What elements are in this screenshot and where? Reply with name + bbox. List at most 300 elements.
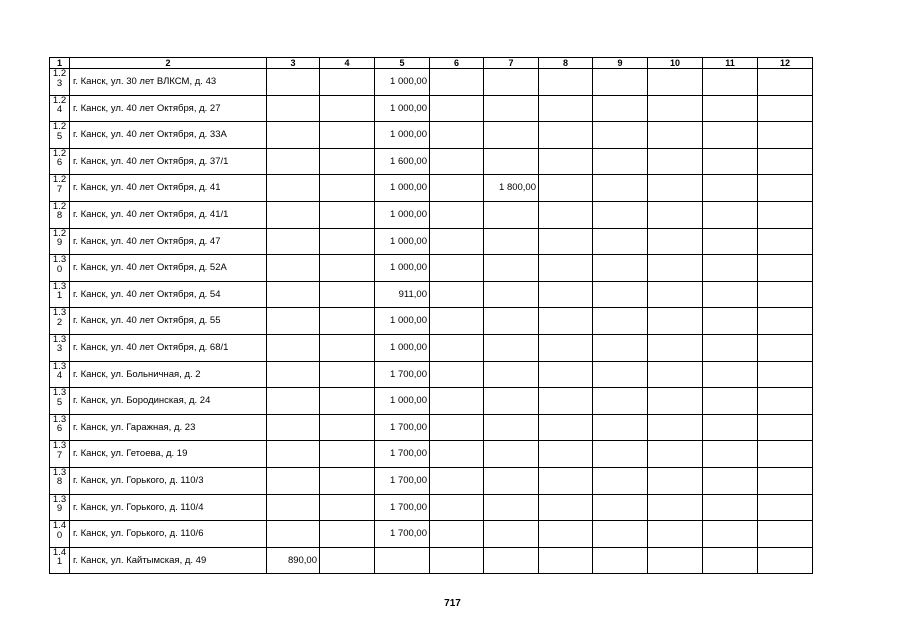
value-cell-col-9 [593, 388, 648, 415]
row-number-bottom: 9 [56, 237, 63, 249]
table-row [50, 228, 813, 255]
table-row [50, 334, 813, 361]
value-cell-col-10 [648, 547, 703, 574]
value-cell-col-4 [320, 69, 375, 96]
value-cell-col-9 [593, 494, 648, 521]
register-table [49, 57, 813, 574]
value-cell-col-3 [267, 441, 320, 468]
value-cell-col-4 [320, 467, 375, 494]
value-cell-col-11 [703, 281, 758, 308]
value-cell-col-12 [758, 175, 813, 202]
value-cell-col-5: 1 700,00 [375, 361, 430, 388]
value-cell-col-4 [320, 201, 375, 228]
value-cell-col-9 [593, 281, 648, 308]
value-cell-col-11 [703, 228, 758, 255]
value-cell-col-6 [430, 414, 484, 441]
value-cell-col-10 [648, 388, 703, 415]
value-cell-col-6 [430, 122, 484, 149]
value-cell-col-10 [648, 95, 703, 122]
value-cell-col-10 [648, 228, 703, 255]
table-row [50, 201, 813, 228]
row-number-top: 1.3 [52, 307, 67, 319]
row-number [50, 441, 70, 468]
value-cell-col-11 [703, 494, 758, 521]
value-cell-col-6 [430, 228, 484, 255]
value-cell-col-8 [539, 494, 593, 521]
row-number [50, 414, 70, 441]
value-cell-col-4 [320, 228, 375, 255]
table-row [50, 388, 813, 415]
row-number-top: 1.3 [52, 254, 67, 266]
table-row [50, 148, 813, 175]
value-cell-col-5: 1 600,00 [375, 148, 430, 175]
value-cell-col-9 [593, 414, 648, 441]
address-cell: г. Канск, ул. Горького, д. 110/6 [70, 521, 267, 548]
row-number-bottom: 5 [56, 130, 63, 142]
table-row [50, 414, 813, 441]
row-number [50, 69, 70, 96]
value-cell-col-3 [267, 95, 320, 122]
row-number-bottom: 3 [56, 343, 63, 355]
row-number-top: 1.3 [52, 467, 67, 478]
value-cell-col-10 [648, 148, 703, 175]
address-cell: г. Канск, ул. Гетоева, д. 19 [70, 441, 267, 468]
value-cell-col-7 [484, 361, 539, 388]
row-number [50, 521, 70, 548]
value-cell-col-6 [430, 361, 484, 388]
value-cell-col-3 [267, 281, 320, 308]
row-number-top: 1.2 [52, 68, 67, 79]
value-cell-col-4 [320, 494, 375, 521]
value-cell-col-8 [539, 334, 593, 361]
value-cell-col-11 [703, 521, 758, 548]
value-cell-col-8 [539, 95, 593, 122]
row-number-bottom: 2 [56, 316, 63, 328]
value-cell-col-4 [320, 281, 375, 308]
page-number: 717 [444, 598, 461, 609]
row-number-top: 1.2 [52, 95, 67, 106]
value-cell-col-9 [593, 521, 648, 548]
value-cell-col-10 [648, 494, 703, 521]
row-number [50, 228, 70, 255]
value-cell-col-6 [430, 201, 484, 228]
row-number [50, 388, 70, 415]
value-cell-col-7 [484, 547, 539, 574]
value-cell-col-7 [484, 467, 539, 494]
value-cell-col-3 [267, 201, 320, 228]
row-number-bottom: 0 [56, 263, 63, 275]
column-header-3: 3 [267, 58, 320, 69]
table-row [50, 122, 813, 149]
address-cell: г. Канск, ул. Бородинская, д. 24 [70, 388, 267, 415]
value-cell-col-11 [703, 69, 758, 96]
table-row [50, 494, 813, 521]
table-body [50, 58, 813, 574]
value-cell-col-3 [267, 308, 320, 335]
value-cell-col-5: 1 000,00 [375, 95, 430, 122]
value-cell-col-4 [320, 334, 375, 361]
row-number [50, 255, 70, 282]
value-cell-col-4 [320, 122, 375, 149]
row-number-bottom: 0 [56, 529, 63, 541]
value-cell-col-6 [430, 334, 484, 361]
value-cell-col-8 [539, 521, 593, 548]
column-header-9: 9 [593, 58, 648, 69]
value-cell-col-11 [703, 334, 758, 361]
address-cell: г. Канск, ул. 40 лет Октября, д. 41 [70, 175, 267, 202]
value-cell-col-3 [267, 388, 320, 415]
row-number-bottom: 4 [56, 370, 63, 382]
value-cell-col-11 [703, 95, 758, 122]
row-number-top: 1.2 [52, 201, 67, 212]
value-cell-col-4 [320, 95, 375, 122]
address-cell: г. Канск, ул. 40 лет Октября, д. 68/1 [70, 334, 267, 361]
value-cell-col-4 [320, 175, 375, 202]
row-number-bottom: 7 [56, 183, 63, 195]
value-cell-col-7 [484, 494, 539, 521]
value-cell-col-6 [430, 148, 484, 175]
value-cell-col-10 [648, 308, 703, 335]
value-cell-col-11 [703, 414, 758, 441]
row-number-bottom: 5 [56, 396, 63, 408]
value-cell-col-6 [430, 388, 484, 415]
value-cell-col-3 [267, 255, 320, 282]
address-cell: г. Канск, ул. Кайтымская, д. 49 [70, 547, 267, 574]
value-cell-col-8 [539, 69, 593, 96]
column-header-11: 11 [703, 58, 758, 69]
row-number-top: 1.3 [52, 440, 67, 452]
row-number-top: 1.4 [52, 547, 67, 558]
value-cell-col-3: 890,00 [267, 547, 320, 574]
value-cell-col-3 [267, 494, 320, 521]
address-cell: г. Канск, ул. 40 лет Октября, д. 33А [70, 122, 267, 149]
value-cell-col-5: 1 000,00 [375, 388, 430, 415]
value-cell-col-12 [758, 334, 813, 361]
value-cell-col-4 [320, 521, 375, 548]
table-row [50, 95, 813, 122]
value-cell-col-7: 1 800,00 [484, 175, 539, 202]
table-row [50, 441, 813, 468]
row-number [50, 175, 70, 202]
address-cell: г. Канск, ул. Больничная, д. 2 [70, 361, 267, 388]
value-cell-col-11 [703, 201, 758, 228]
row-number [50, 467, 70, 494]
value-cell-col-9 [593, 201, 648, 228]
table-row [50, 308, 813, 335]
value-cell-col-7 [484, 441, 539, 468]
row-number-bottom: 4 [56, 104, 63, 116]
row-number [50, 122, 70, 149]
value-cell-col-10 [648, 334, 703, 361]
row-number-top: 1.2 [52, 174, 67, 186]
table-row [50, 175, 813, 202]
value-cell-col-4 [320, 388, 375, 415]
value-cell-col-12 [758, 441, 813, 468]
value-cell-col-4 [320, 361, 375, 388]
value-cell-col-9 [593, 175, 648, 202]
row-number [50, 494, 70, 521]
value-cell-col-7 [484, 95, 539, 122]
value-cell-col-8 [539, 388, 593, 415]
table-row [50, 281, 813, 308]
address-cell: г. Канск, ул. 40 лет Октября, д. 37/1 [70, 148, 267, 175]
value-cell-col-9 [593, 122, 648, 149]
value-cell-col-11 [703, 255, 758, 282]
value-cell-col-6 [430, 95, 484, 122]
value-cell-col-8 [539, 228, 593, 255]
value-cell-col-5: 911,00 [375, 281, 430, 308]
value-cell-col-5: 1 700,00 [375, 521, 430, 548]
value-cell-col-5: 1 700,00 [375, 414, 430, 441]
value-cell-col-10 [648, 281, 703, 308]
row-number-top: 1.2 [52, 121, 67, 133]
column-header-7: 7 [484, 58, 539, 69]
value-cell-col-5: 1 000,00 [375, 175, 430, 202]
value-cell-col-5: 1 000,00 [375, 308, 430, 335]
address-cell: г. Канск, ул. 40 лет Октября, д. 52А [70, 255, 267, 282]
row-number-bottom: 3 [56, 77, 63, 89]
value-cell-col-4 [320, 547, 375, 574]
address-cell: г. Канск, ул. 30 лет ВЛКСМ, д. 43 [70, 69, 267, 96]
value-cell-col-8 [539, 281, 593, 308]
value-cell-col-10 [648, 201, 703, 228]
address-cell: г. Канск, ул. 40 лет Октября, д. 41/1 [70, 201, 267, 228]
value-cell-col-11 [703, 361, 758, 388]
table-row [50, 255, 813, 282]
value-cell-col-8 [539, 122, 593, 149]
value-cell-col-12 [758, 308, 813, 335]
value-cell-col-7 [484, 388, 539, 415]
value-cell-col-7 [484, 255, 539, 282]
row-number [50, 95, 70, 122]
value-cell-col-11 [703, 122, 758, 149]
value-cell-col-11 [703, 547, 758, 574]
row-number-bottom: 8 [56, 476, 63, 488]
value-cell-col-12 [758, 414, 813, 441]
value-cell-col-5: 1 700,00 [375, 441, 430, 468]
row-number-top: 1.4 [52, 520, 67, 532]
row-number-bottom: 9 [56, 503, 63, 514]
column-header-5: 5 [375, 58, 430, 69]
header-row [50, 58, 813, 69]
value-cell-col-9 [593, 255, 648, 282]
value-cell-col-3 [267, 175, 320, 202]
address-cell: г. Канск, ул. 40 лет Октября, д. 47 [70, 228, 267, 255]
value-cell-col-9 [593, 547, 648, 574]
value-cell-col-10 [648, 69, 703, 96]
address-cell: г. Канск, ул. 40 лет Октября, д. 54 [70, 281, 267, 308]
table-row [50, 467, 813, 494]
value-cell-col-6 [430, 69, 484, 96]
column-header-6: 6 [430, 58, 484, 69]
row-number [50, 201, 70, 228]
value-cell-col-7 [484, 414, 539, 441]
value-cell-col-5 [375, 547, 430, 574]
value-cell-col-8 [539, 175, 593, 202]
row-number [50, 361, 70, 388]
value-cell-col-6 [430, 281, 484, 308]
value-cell-col-10 [648, 175, 703, 202]
row-number-top: 1.2 [52, 228, 67, 239]
value-cell-col-7 [484, 148, 539, 175]
value-cell-col-12 [758, 521, 813, 548]
value-cell-col-6 [430, 547, 484, 574]
row-number [50, 281, 70, 308]
value-cell-col-5: 1 000,00 [375, 334, 430, 361]
row-number-top: 1.3 [52, 414, 67, 425]
value-cell-col-7 [484, 201, 539, 228]
value-cell-col-9 [593, 441, 648, 468]
column-header-1: 1 [50, 58, 70, 69]
value-cell-col-9 [593, 69, 648, 96]
value-cell-col-6 [430, 308, 484, 335]
column-header-8: 8 [539, 58, 593, 69]
value-cell-col-3 [267, 467, 320, 494]
value-cell-col-7 [484, 521, 539, 548]
value-cell-col-4 [320, 308, 375, 335]
value-cell-col-9 [593, 148, 648, 175]
value-cell-col-7 [484, 308, 539, 335]
row-number-bottom: 1 [56, 556, 63, 568]
value-cell-col-6 [430, 255, 484, 282]
row-number-bottom: 6 [56, 157, 63, 169]
value-cell-col-7 [484, 122, 539, 149]
value-cell-col-3 [267, 334, 320, 361]
value-cell-col-12 [758, 361, 813, 388]
value-cell-col-7 [484, 228, 539, 255]
value-cell-col-11 [703, 467, 758, 494]
value-cell-col-10 [648, 122, 703, 149]
value-cell-col-6 [430, 175, 484, 202]
value-cell-col-5: 1 000,00 [375, 122, 430, 149]
value-cell-col-3 [267, 69, 320, 96]
value-cell-col-7 [484, 334, 539, 361]
value-cell-col-8 [539, 201, 593, 228]
column-header-10: 10 [648, 58, 703, 69]
value-cell-col-12 [758, 95, 813, 122]
value-cell-col-6 [430, 441, 484, 468]
value-cell-col-4 [320, 414, 375, 441]
value-cell-col-10 [648, 467, 703, 494]
value-cell-col-11 [703, 308, 758, 335]
value-cell-col-4 [320, 441, 375, 468]
value-cell-col-6 [430, 494, 484, 521]
row-number [50, 547, 70, 574]
value-cell-col-5: 1 000,00 [375, 228, 430, 255]
value-cell-col-5: 1 000,00 [375, 201, 430, 228]
value-cell-col-9 [593, 228, 648, 255]
address-cell: г. Канск, ул. 40 лет Октября, д. 27 [70, 95, 267, 122]
address-cell: г. Канск, ул. Горького, д. 110/3 [70, 467, 267, 494]
value-cell-col-8 [539, 361, 593, 388]
value-cell-col-4 [320, 148, 375, 175]
value-cell-col-5: 1 000,00 [375, 255, 430, 282]
table-row [50, 361, 813, 388]
row-number-top: 1.3 [52, 361, 67, 372]
row-number [50, 308, 70, 335]
value-cell-col-3 [267, 148, 320, 175]
address-cell: г. Канск, ул. 40 лет Октября, д. 55 [70, 308, 267, 335]
row-number-top: 1.3 [52, 334, 67, 345]
value-cell-col-8 [539, 547, 593, 574]
value-cell-col-3 [267, 122, 320, 149]
value-cell-col-3 [267, 414, 320, 441]
column-header-12: 12 [758, 58, 813, 69]
value-cell-col-4 [320, 255, 375, 282]
address-cell: г. Канск, ул. Горького, д. 110/4 [70, 494, 267, 521]
row-number-bottom: 6 [56, 423, 63, 435]
row-number-top: 1.3 [52, 494, 67, 505]
column-header-2: 2 [70, 58, 267, 69]
value-cell-col-11 [703, 175, 758, 202]
value-cell-col-8 [539, 414, 593, 441]
value-cell-col-9 [593, 334, 648, 361]
row-number [50, 148, 70, 175]
value-cell-col-10 [648, 441, 703, 468]
value-cell-col-9 [593, 361, 648, 388]
value-cell-col-9 [593, 308, 648, 335]
value-cell-col-10 [648, 361, 703, 388]
row-number-bottom: 8 [56, 210, 63, 222]
row-number-top: 1.2 [52, 148, 67, 159]
row-number [50, 334, 70, 361]
value-cell-col-9 [593, 467, 648, 494]
value-cell-col-12 [758, 388, 813, 415]
value-cell-col-12 [758, 69, 813, 96]
row-number-bottom: 7 [56, 449, 63, 461]
value-cell-col-5: 1 000,00 [375, 69, 430, 96]
value-cell-col-12 [758, 228, 813, 255]
value-cell-col-5: 1 700,00 [375, 494, 430, 521]
value-cell-col-12 [758, 281, 813, 308]
table-row [50, 69, 813, 96]
value-cell-col-8 [539, 467, 593, 494]
value-cell-col-5: 1 700,00 [375, 467, 430, 494]
value-cell-col-12 [758, 494, 813, 521]
column-header-4: 4 [320, 58, 375, 69]
value-cell-col-8 [539, 255, 593, 282]
table-row [50, 547, 813, 574]
value-cell-col-10 [648, 414, 703, 441]
value-cell-col-6 [430, 467, 484, 494]
row-number-top: 1.3 [52, 281, 67, 292]
value-cell-col-9 [593, 95, 648, 122]
value-cell-col-12 [758, 122, 813, 149]
value-cell-col-6 [430, 521, 484, 548]
value-cell-col-12 [758, 201, 813, 228]
value-cell-col-7 [484, 69, 539, 96]
value-cell-col-12 [758, 255, 813, 282]
value-cell-col-10 [648, 521, 703, 548]
value-cell-col-8 [539, 441, 593, 468]
value-cell-col-11 [703, 148, 758, 175]
row-number-top: 1.3 [52, 387, 67, 399]
value-cell-col-8 [539, 308, 593, 335]
table-row [50, 521, 813, 548]
value-cell-col-3 [267, 521, 320, 548]
value-cell-col-10 [648, 255, 703, 282]
value-cell-col-12 [758, 467, 813, 494]
value-cell-col-12 [758, 148, 813, 175]
value-cell-col-3 [267, 228, 320, 255]
value-cell-col-11 [703, 441, 758, 468]
value-cell-col-11 [703, 388, 758, 415]
value-cell-col-12 [758, 547, 813, 574]
address-cell: г. Канск, ул. Гаражная, д. 23 [70, 414, 267, 441]
value-cell-col-7 [484, 281, 539, 308]
row-number-bottom: 1 [56, 290, 63, 302]
value-cell-col-8 [539, 148, 593, 175]
